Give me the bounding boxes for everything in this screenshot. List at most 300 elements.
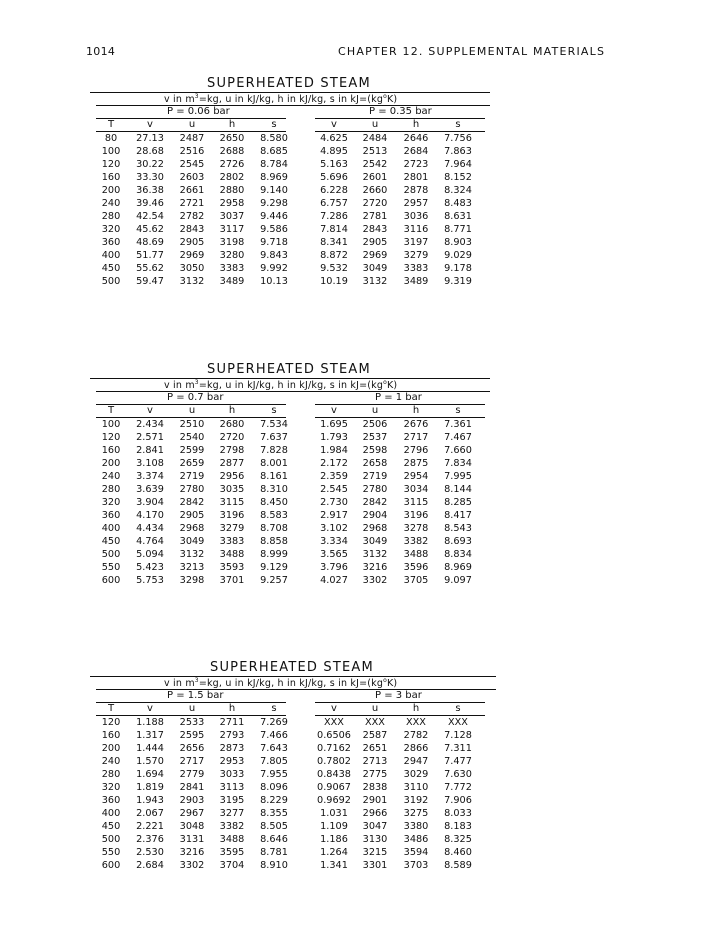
table-cell: 2545 (179, 159, 205, 170)
table-cell: 9.446 (260, 211, 288, 222)
table-cell: 8.969 (444, 562, 472, 573)
table-cell: 0.9067 (317, 782, 351, 793)
table-cell: 3213 (179, 562, 205, 573)
table-cell: 1.186 (320, 834, 348, 845)
table-cell: 3.904 (136, 497, 164, 508)
units-text: v in m (164, 94, 195, 105)
table-cell: 3.374 (136, 471, 164, 482)
table-cell: 5.094 (136, 549, 164, 560)
table-cell: 7.834 (444, 458, 472, 469)
column-header: T (107, 703, 115, 714)
table-cell: 8.229 (260, 795, 288, 806)
table-cell: 8.781 (260, 847, 288, 858)
table-cell: 3195 (219, 795, 245, 806)
table-cell: 10.13 (260, 276, 288, 287)
table-cell: 3049 (179, 536, 205, 547)
table-cell: 8.693 (444, 536, 472, 547)
table-cell: 2659 (179, 458, 205, 469)
table-cell: 1.943 (136, 795, 164, 806)
table-cell: 3383 (219, 263, 245, 274)
table-cell: 2905 (362, 237, 388, 248)
table-cell: 55.62 (136, 263, 164, 274)
table-cell: 2650 (219, 133, 245, 144)
table-cell: 2726 (219, 159, 245, 170)
table-row (0, 250, 728, 263)
table-cell: 7.311 (444, 743, 472, 754)
table-cell: 7.643 (260, 743, 288, 754)
table-cell: 2587 (362, 730, 388, 741)
table-cell: 3215 (362, 847, 388, 858)
table-cell: 2719 (179, 471, 205, 482)
table-cell: 2533 (179, 717, 205, 728)
table-cell: 3275 (403, 808, 429, 819)
table-cell: 2717 (179, 756, 205, 767)
column-header: s (455, 405, 461, 416)
table-cell: 2688 (219, 146, 245, 157)
table-row (0, 860, 728, 873)
table-cell: 7.361 (444, 419, 472, 430)
table-cell: 8.589 (444, 860, 472, 871)
table-cell: 8.341 (320, 237, 348, 248)
table-cell: 320 (101, 497, 121, 508)
table-cell: 5.753 (136, 575, 164, 586)
table-cell: 4.895 (320, 146, 348, 157)
table-cell: 2801 (403, 172, 429, 183)
table-cell: 2877 (219, 458, 245, 469)
table-cell: 2880 (219, 185, 245, 196)
table-cell: 2651 (362, 743, 388, 754)
table-cell: 5.423 (136, 562, 164, 573)
table-cell: 10.19 (320, 276, 348, 287)
table-title: SUPERHEATED STEAM (210, 660, 374, 675)
table-row (0, 172, 728, 185)
table-cell: 7.466 (260, 730, 288, 741)
table-cell: 8.310 (260, 484, 288, 495)
table-cell: 2484 (362, 133, 388, 144)
column-header: h (412, 119, 420, 130)
table-cell: 7.756 (444, 133, 472, 144)
table-cell: 1.264 (320, 847, 348, 858)
column-header: v (331, 703, 337, 714)
table-cell: 8.583 (260, 510, 288, 521)
table-cell: 280 (101, 769, 121, 780)
units-text: K) (386, 94, 398, 105)
table-cell: 7.955 (260, 769, 288, 780)
table-cell: 3049 (362, 263, 388, 274)
table-cell: 6.228 (320, 185, 348, 196)
table-cell: 9.257 (260, 575, 288, 586)
table-cell: 2779 (179, 769, 205, 780)
table-cell: 360 (101, 795, 121, 806)
table-cell: 7.467 (444, 432, 472, 443)
table-cell: 8.450 (260, 497, 288, 508)
table-cell: 2956 (219, 471, 245, 482)
table-cell: 160 (101, 730, 121, 741)
table-cell: 1.695 (320, 419, 348, 430)
table-cell: 8.910 (260, 860, 288, 871)
table-cell: 2720 (362, 198, 388, 209)
table-cell: 8.001 (260, 458, 288, 469)
units-text: =kg, u in kJ/kg, h in kJ/kg, s in kJ=(kg (198, 94, 384, 105)
right-pressure: P = 3 bar (375, 690, 422, 701)
table-cell: 9.097 (444, 575, 472, 586)
table-cell: 8.033 (444, 808, 472, 819)
table-cell: 7.906 (444, 795, 472, 806)
table-cell: 3279 (403, 250, 429, 261)
table-cell: 6.757 (320, 198, 348, 209)
table-cell: 8.685 (260, 146, 288, 157)
table-cell: 2661 (179, 185, 205, 196)
table-cell: 2513 (362, 146, 388, 157)
table-cell: 2969 (362, 250, 388, 261)
table-cell: 3132 (362, 276, 388, 287)
table-cell: 2905 (179, 510, 205, 521)
table-cell: 3302 (179, 860, 205, 871)
column-header: u (371, 405, 379, 416)
table-cell: 8.834 (444, 549, 472, 560)
table-cell: 1.317 (136, 730, 164, 741)
table-cell: 2595 (179, 730, 205, 741)
table-row (0, 198, 728, 211)
table-cell: 400 (101, 250, 121, 261)
table-cell: 3047 (362, 821, 388, 832)
table-row (0, 549, 728, 562)
table-cell: 3488 (219, 549, 245, 560)
table-cell: 7.772 (444, 782, 472, 793)
table-cell: 9.843 (260, 250, 288, 261)
table-cell: 2516 (179, 146, 205, 157)
table-cell: 3049 (362, 536, 388, 547)
table-cell: 2.545 (320, 484, 348, 495)
table-cell: 2781 (362, 211, 388, 222)
table-cell: 2947 (403, 756, 429, 767)
table-cell: 3380 (403, 821, 429, 832)
table-cell: 2782 (179, 211, 205, 222)
table-cell: 2717 (403, 432, 429, 443)
column-header: u (188, 119, 196, 130)
table-cell: 3216 (362, 562, 388, 573)
table-row (0, 808, 728, 821)
table-cell: 48.69 (136, 237, 164, 248)
units-superscript: o (383, 93, 387, 100)
table-row (0, 743, 728, 756)
table-row (0, 159, 728, 172)
table-row (0, 445, 728, 458)
table-cell: 1.984 (320, 445, 348, 456)
table-cell: 2540 (179, 432, 205, 443)
left-pressure: P = 1.5 bar (167, 690, 224, 701)
table-cell: 42.54 (136, 211, 164, 222)
table-cell: 3117 (219, 224, 245, 235)
table-cell: 7.805 (260, 756, 288, 767)
table-row (0, 484, 728, 497)
table-cell: 8.771 (444, 224, 472, 235)
table-cell: 2.684 (136, 860, 164, 871)
table-cell: 2.571 (136, 432, 164, 443)
table-cell: 2875 (403, 458, 429, 469)
table-cell: 0.8438 (317, 769, 351, 780)
table-cell: 2796 (403, 445, 429, 456)
table-cell: 9.992 (260, 263, 288, 274)
table-cell: 8.161 (260, 471, 288, 482)
units-text: v in m (164, 678, 195, 689)
table-cell: 160 (101, 172, 121, 183)
table-cell: 3704 (219, 860, 245, 871)
table-cell: 2873 (219, 743, 245, 754)
table-cell: 2843 (179, 224, 205, 235)
table-cell: 3034 (403, 484, 429, 495)
table-cell: 9.129 (260, 562, 288, 573)
column-header: h (228, 703, 236, 714)
table-cell: 450 (101, 536, 121, 547)
table-cell: 9.140 (260, 185, 288, 196)
table-cell: 3301 (362, 860, 388, 871)
column-header: T (107, 119, 115, 130)
table-cell: 240 (101, 198, 121, 209)
table-cell: 3196 (219, 510, 245, 521)
table-cell: 3130 (362, 834, 388, 845)
table-row (0, 263, 728, 276)
table-cell: 3593 (219, 562, 245, 573)
table-cell: 3703 (403, 860, 429, 871)
table-cell: 3701 (219, 575, 245, 586)
table-cell: 3488 (219, 834, 245, 845)
table-cell: 3035 (219, 484, 245, 495)
table-row (0, 237, 728, 250)
table-cell: 1.444 (136, 743, 164, 754)
table-cell: 320 (101, 782, 121, 793)
table-cell: 8.580 (260, 133, 288, 144)
table-cell: 3488 (403, 549, 429, 560)
column-header: v (147, 405, 153, 416)
chapter-title: CHAPTER 12. SUPPLEMENTAL MATERIALS (338, 45, 606, 58)
table-cell: 2598 (362, 445, 388, 456)
table-cell: 1.188 (136, 717, 164, 728)
table-cell: 3132 (179, 276, 205, 287)
table-cell: 600 (101, 575, 121, 586)
right-header-rule (315, 715, 485, 716)
units-text: K) (386, 380, 398, 391)
table-cell: XXX (324, 717, 344, 728)
table-cell: 3489 (219, 276, 245, 287)
units-line (164, 379, 397, 391)
left-header-rule (96, 715, 286, 716)
table-cell: 400 (101, 808, 121, 819)
table-cell: 8.872 (320, 250, 348, 261)
table-cell: 120 (101, 159, 121, 170)
table-cell: 39.46 (136, 198, 164, 209)
table-cell: 3382 (403, 536, 429, 547)
table-cell: 3302 (362, 575, 388, 586)
table-cell: 3037 (219, 211, 245, 222)
table-cell: 3383 (403, 263, 429, 274)
table-cell: 3280 (219, 250, 245, 261)
table-row (0, 795, 728, 808)
table-cell: 450 (101, 821, 121, 832)
table-cell: 8.183 (444, 821, 472, 832)
table-cell: 0.6506 (317, 730, 351, 741)
table-cell: 200 (101, 743, 121, 754)
table-cell: 8.483 (444, 198, 472, 209)
column-header: s (271, 119, 277, 130)
table-cell: 3116 (403, 224, 429, 235)
table-cell: 3197 (403, 237, 429, 248)
table-cell: 8.355 (260, 808, 288, 819)
table-title: SUPERHEATED STEAM (207, 362, 371, 377)
table-cell: 7.630 (444, 769, 472, 780)
table-cell: 2905 (179, 237, 205, 248)
table-cell: 2719 (362, 471, 388, 482)
table-cell: 3486 (403, 834, 429, 845)
table-cell: 360 (101, 237, 121, 248)
table-cell: 240 (101, 756, 121, 767)
table-cell: 7.863 (444, 146, 472, 157)
table-cell: 2.841 (136, 445, 164, 456)
table-cell: 2656 (179, 743, 205, 754)
column-header: T (107, 405, 115, 416)
table-top-rule (90, 92, 490, 93)
table-cell: 3115 (219, 497, 245, 508)
table-row (0, 510, 728, 523)
column-header: s (271, 405, 277, 416)
units-line (164, 677, 397, 689)
units-line (164, 93, 397, 105)
table-cell: 2601 (362, 172, 388, 183)
table-cell: 30.22 (136, 159, 164, 170)
table-cell: 3110 (403, 782, 429, 793)
table-cell: 8.999 (260, 549, 288, 560)
table-cell: 3033 (219, 769, 245, 780)
table-cell: 3383 (219, 536, 245, 547)
column-header: v (147, 703, 153, 714)
units-superscript: o (383, 677, 387, 684)
column-header: u (188, 405, 196, 416)
table-cell: 400 (101, 523, 121, 534)
table-cell: 600 (101, 860, 121, 871)
table-cell: 8.417 (444, 510, 472, 521)
table-cell: 7.660 (444, 445, 472, 456)
table-cell: 2954 (403, 471, 429, 482)
right-header-rule (315, 131, 485, 132)
table-row (0, 756, 728, 769)
table-cell: 320 (101, 224, 121, 235)
table-cell: 2660 (362, 185, 388, 196)
table-cell: 2904 (362, 510, 388, 521)
table-cell: 2780 (362, 484, 388, 495)
table-title: SUPERHEATED STEAM (207, 76, 371, 91)
column-header: u (188, 703, 196, 714)
table-cell: 8.631 (444, 211, 472, 222)
column-header: h (228, 405, 236, 416)
table-cell: 7.128 (444, 730, 472, 741)
table-cell: 3595 (219, 847, 245, 858)
column-header: u (371, 119, 379, 130)
table-cell: 3.102 (320, 523, 348, 534)
table-cell: 200 (101, 185, 121, 196)
table-cell: XXX (406, 717, 426, 728)
table-cell: 2878 (403, 185, 429, 196)
table-cell: XXX (448, 717, 468, 728)
table-cell: 1.031 (320, 808, 348, 819)
table-cell: 8.543 (444, 523, 472, 534)
units-text: =kg, u in kJ/kg, h in kJ/kg, s in kJ=(kg (198, 380, 384, 391)
table-cell: 4.764 (136, 536, 164, 547)
column-header: h (228, 119, 236, 130)
table-row (0, 834, 728, 847)
table-cell: 9.718 (260, 237, 288, 248)
table-cell: 4.027 (320, 575, 348, 586)
table-cell: 3489 (403, 276, 429, 287)
table-cell: 3192 (403, 795, 429, 806)
table-cell: 2968 (179, 523, 205, 534)
table-cell: 200 (101, 458, 121, 469)
table-cell: 3.796 (320, 562, 348, 573)
table-cell: 8.325 (444, 834, 472, 845)
right-header-rule (315, 417, 485, 418)
table-cell: 550 (101, 847, 121, 858)
table-cell: 3.565 (320, 549, 348, 560)
table-cell: 59.47 (136, 276, 164, 287)
table-row (0, 575, 728, 588)
table-cell: 8.285 (444, 497, 472, 508)
table-cell: 2487 (179, 133, 205, 144)
table-cell: 1.341 (320, 860, 348, 871)
table-row (0, 146, 728, 159)
table-cell: 3048 (179, 821, 205, 832)
table-cell: 36.38 (136, 185, 164, 196)
table-cell: 3131 (179, 834, 205, 845)
table-row (0, 185, 728, 198)
table-row (0, 497, 728, 510)
table-cell: 8.903 (444, 237, 472, 248)
table-cell: 0.9692 (317, 795, 351, 806)
left-header-rule (96, 417, 286, 418)
table-cell: 2646 (403, 133, 429, 144)
column-header: s (455, 119, 461, 130)
table-cell: 2542 (362, 159, 388, 170)
table-cell: 2684 (403, 146, 429, 157)
table-cell: 8.646 (260, 834, 288, 845)
table-cell: 3594 (403, 847, 429, 858)
table-cell: 450 (101, 263, 121, 274)
table-cell: 1.819 (136, 782, 164, 793)
table-row (0, 133, 728, 146)
table-cell: 51.77 (136, 250, 164, 261)
units-text: K) (386, 678, 398, 689)
table-cell: 3298 (179, 575, 205, 586)
units-superscript: o (383, 379, 387, 386)
table-row (0, 821, 728, 834)
table-cell: 3.334 (320, 536, 348, 547)
table-cell: 8.858 (260, 536, 288, 547)
table-cell: 45.62 (136, 224, 164, 235)
table-cell: 2.730 (320, 497, 348, 508)
table-cell: 2510 (179, 419, 205, 430)
table-cell: 9.178 (444, 263, 472, 274)
table-top-rule (90, 378, 490, 379)
table-cell: 500 (101, 549, 121, 560)
table-cell: 3036 (403, 211, 429, 222)
table-cell: 500 (101, 276, 121, 287)
table-cell: 3278 (403, 523, 429, 534)
table-cell: 2.376 (136, 834, 164, 845)
table-cell: 3050 (179, 263, 205, 274)
table-cell: 28.68 (136, 146, 164, 157)
table-cell: 3596 (403, 562, 429, 573)
table-cell: 2966 (362, 808, 388, 819)
table-row (0, 419, 728, 432)
table-cell: 2506 (362, 419, 388, 430)
